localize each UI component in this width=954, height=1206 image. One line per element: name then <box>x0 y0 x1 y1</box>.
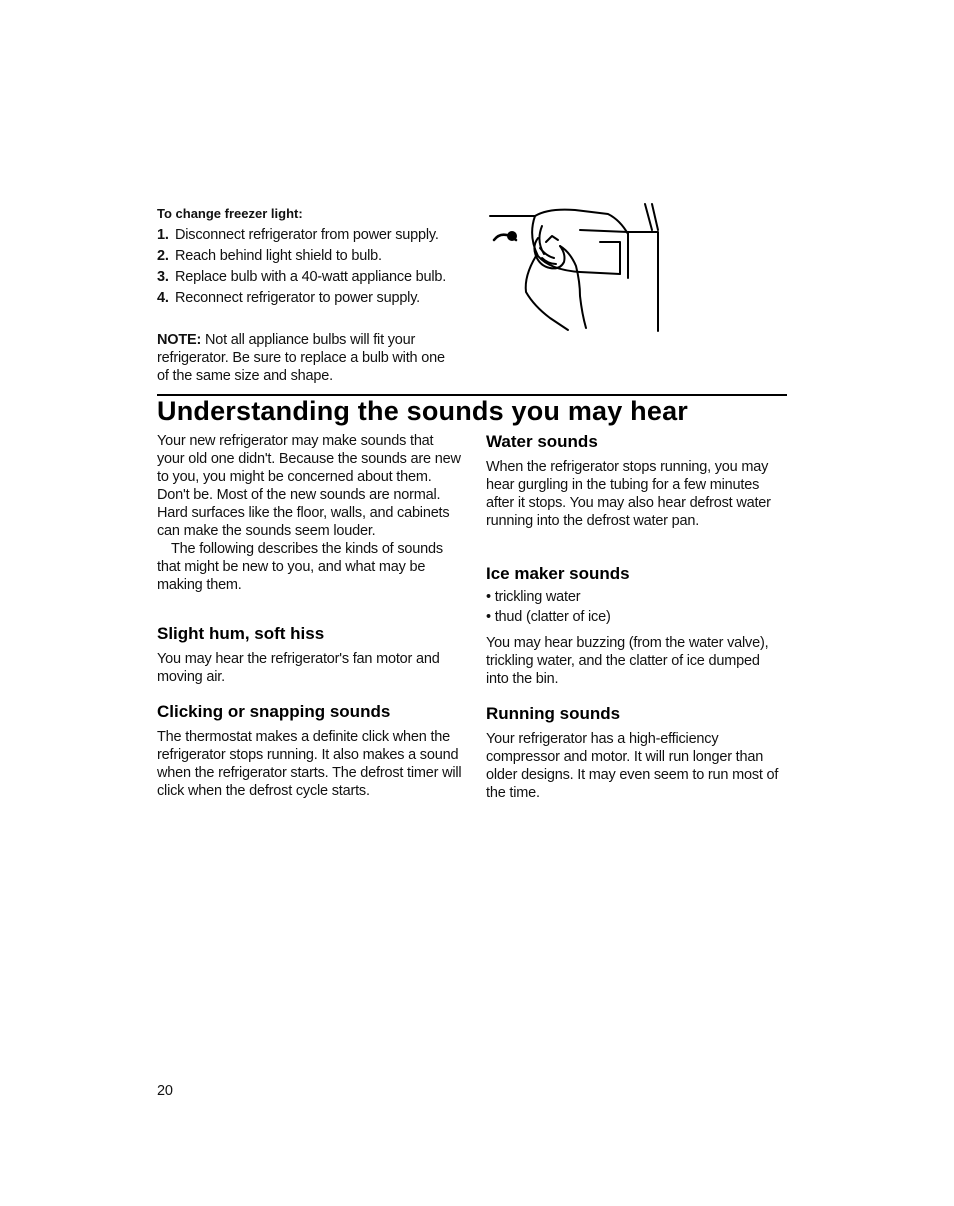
list-item <box>157 226 467 244</box>
running-paragraph: Your refrigerator has a high-efficiency compressor and motor. It will run longer than older designs. It may even seem to run most of the time. <box>486 731 779 801</box>
clicking-paragraph: The thermostat makes a definite click when the refrigerator stops running. It also makes a sound when the refrigerator starts. The defrost timer will click when the defrost cycle starts. <box>157 729 462 799</box>
ice-maker-paragraph: You may hear buzzing (from the water valve), trickling water, and the clatter of ice dumped into the bin. <box>486 635 769 687</box>
running-heading: Running sounds <box>486 704 621 723</box>
intro-paragraph-2: The following describes the kinds of sounds that might be new to you, and what may be making them. <box>157 541 443 593</box>
list-item <box>157 268 447 286</box>
step-number: 3. <box>157 269 169 285</box>
page-title: Understanding the sounds you may hear <box>157 396 688 426</box>
hum-paragraph: You may hear the refrigerator's fan motor and moving air. <box>157 651 440 685</box>
step-number: 1. <box>157 227 169 243</box>
list-item <box>157 289 467 307</box>
step-number: 2. <box>157 248 169 264</box>
note-label: NOTE: <box>157 332 202 348</box>
step-text: Reach behind light shield to bulb. <box>175 248 382 264</box>
freezer-steps-list <box>157 226 467 307</box>
ice-maker-list <box>486 588 611 626</box>
ice-maker-heading: Ice maker sounds <box>486 564 630 583</box>
left-column <box>157 432 462 594</box>
step-text: Disconnect refrigerator from power supply. <box>175 227 439 243</box>
list-item <box>157 247 467 265</box>
clicking-heading: Clicking or snapping sounds <box>157 702 391 721</box>
freezer-light-illustration <box>480 196 670 336</box>
note-paragraph <box>157 331 457 385</box>
step-number: 4. <box>157 290 169 306</box>
freezer-light-heading: To change freezer light: <box>157 206 303 221</box>
page-number: 20 <box>157 1083 173 1099</box>
hum-heading: Slight hum, soft hiss <box>157 624 325 643</box>
list-item: • trickling water <box>486 589 581 605</box>
note-text: Not all appliance bulbs will fit your refrigerator. Be sure to replace a bulb with one of the same size and shape. <box>157 332 445 384</box>
step-text: Reconnect refrigerator to power supply. <box>175 290 421 306</box>
water-heading: Water sounds <box>486 432 598 451</box>
list-item: • thud (clatter of ice) <box>486 609 611 625</box>
intro-paragraph: Your new refrigerator may make sounds that your old one didn't. Because the sounds are new to you, you might be concerned about them. Don't be. Most of the new sounds are normal. Hard surfaces like the floor, walls, and cabinets can make the sounds seem louder. <box>157 433 461 539</box>
water-paragraph: When the refrigerator stops running, you may hear gurgling in the tubing for a few minutes after it stops. You may also hear defrost water running into the defrost water pan. <box>486 459 771 529</box>
step-text: Replace bulb with a 40-watt appliance bulb. <box>175 269 447 285</box>
